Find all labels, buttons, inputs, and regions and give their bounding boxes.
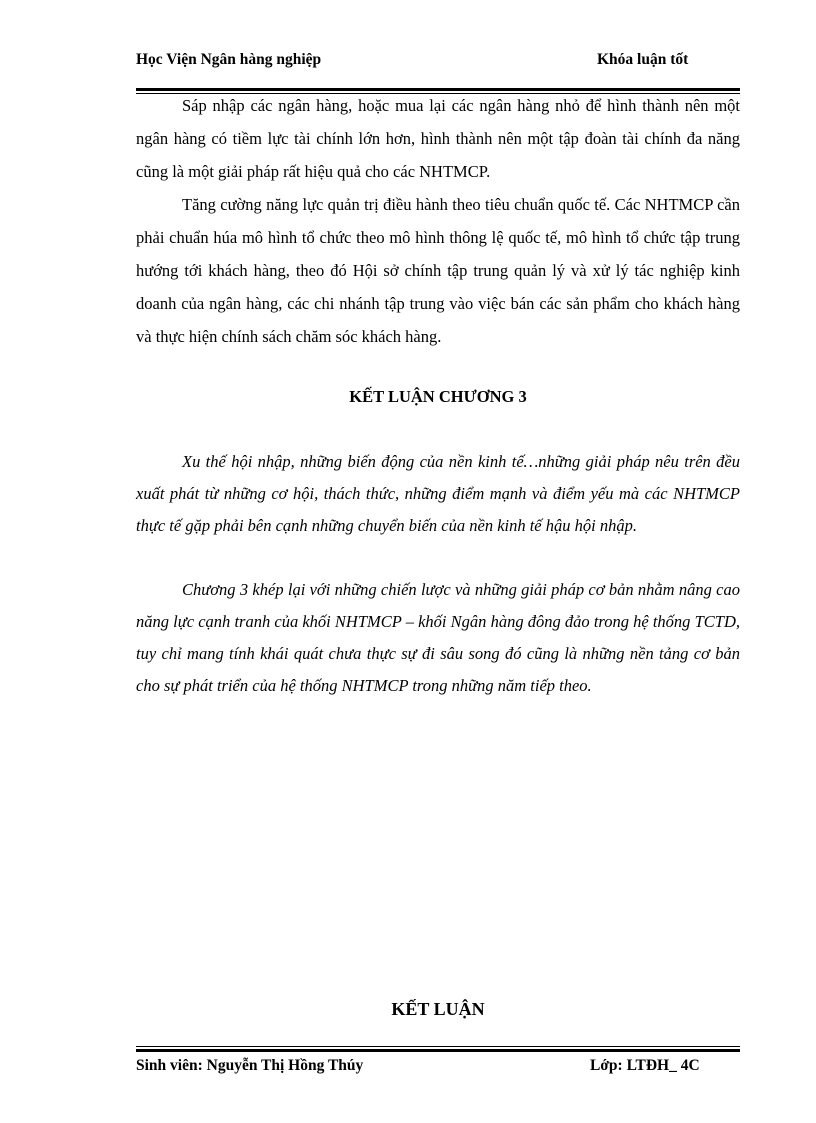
- chapter-conclusion-paragraph-2: [136, 574, 740, 702]
- header-thesis-label: Khóa luận tốt: [597, 51, 689, 68]
- footer-class: Lớp: LTĐH_ 4C: [590, 1057, 700, 1074]
- conclusion-heading: KẾT LUẬN: [391, 999, 485, 1019]
- header-institution: Học Viện Ngân hàng nghiệp: [136, 51, 322, 68]
- paragraph-text: Sáp nhập các ngân hàng, hoặc mua lại các ngân hàng nhỏ để hình thành nên một ngân hàng có tiềm lực tài chính lớn hơn, hình thành nên một tập đoàn tài chính đa năng cũng là một giải pháp rất hiệu quả cho các NHTMCP.: [136, 96, 740, 181]
- paragraph-text: Chương 3 khép lại với những chiến lược và những giải pháp cơ bản nhằm nâng cao năng lực cạnh tranh của khối NHTMCP – khối Ngân hàng đông đảo trong hệ thống TCTD, tuy chỉ mang tính khái quát chưa thực sự đi sâu song đó cũng là những nền tảng cơ bản cho sự phát triển của hệ thống NHTMCP trong những năm tiếp theo.: [136, 580, 740, 695]
- chapter-conclusion-heading: KẾT LUẬN CHƯƠNG 3: [349, 387, 527, 406]
- body-paragraph-governance: [136, 188, 740, 353]
- paragraph-text: Tăng cường năng lực quản trị điều hành theo tiêu chuẩn quốc tế. Các NHTMCP cần phải chuẩn húa mô hình tổ chức theo mô hình thông lệ quốc tế, mô hình tổ chức tập trung hướng tới khách hàng, theo đó Hội sở chính tập trung quản lý và xử lý tác nghiệp kinh doanh của ngân hàng, các chi nhánh tập trung vào việc bán các sản phẩm cho khách hàng và thực hiện chính sách chăm sóc khách hàng.: [136, 195, 740, 346]
- chapter-conclusion-paragraph-1: [136, 446, 740, 542]
- body-paragraph-merger: [136, 89, 740, 188]
- footer-rule-thick: [136, 1049, 740, 1052]
- footer-student: Sinh viên: Nguyễn Thị Hồng Thúy: [136, 1057, 364, 1074]
- footer-rule-thin: [136, 1046, 740, 1047]
- paragraph-text: Xu thế hội nhập, những biến động của nền kinh tế…những giải pháp nêu trên đều xuất phát từ những cơ hội, thách thức, những điểm mạnh và điểm yếu mà các NHTMCP thực tế gặp phải bên cạnh những chuyển biến của nền kinh tế hậu hội nhập.: [136, 452, 740, 535]
